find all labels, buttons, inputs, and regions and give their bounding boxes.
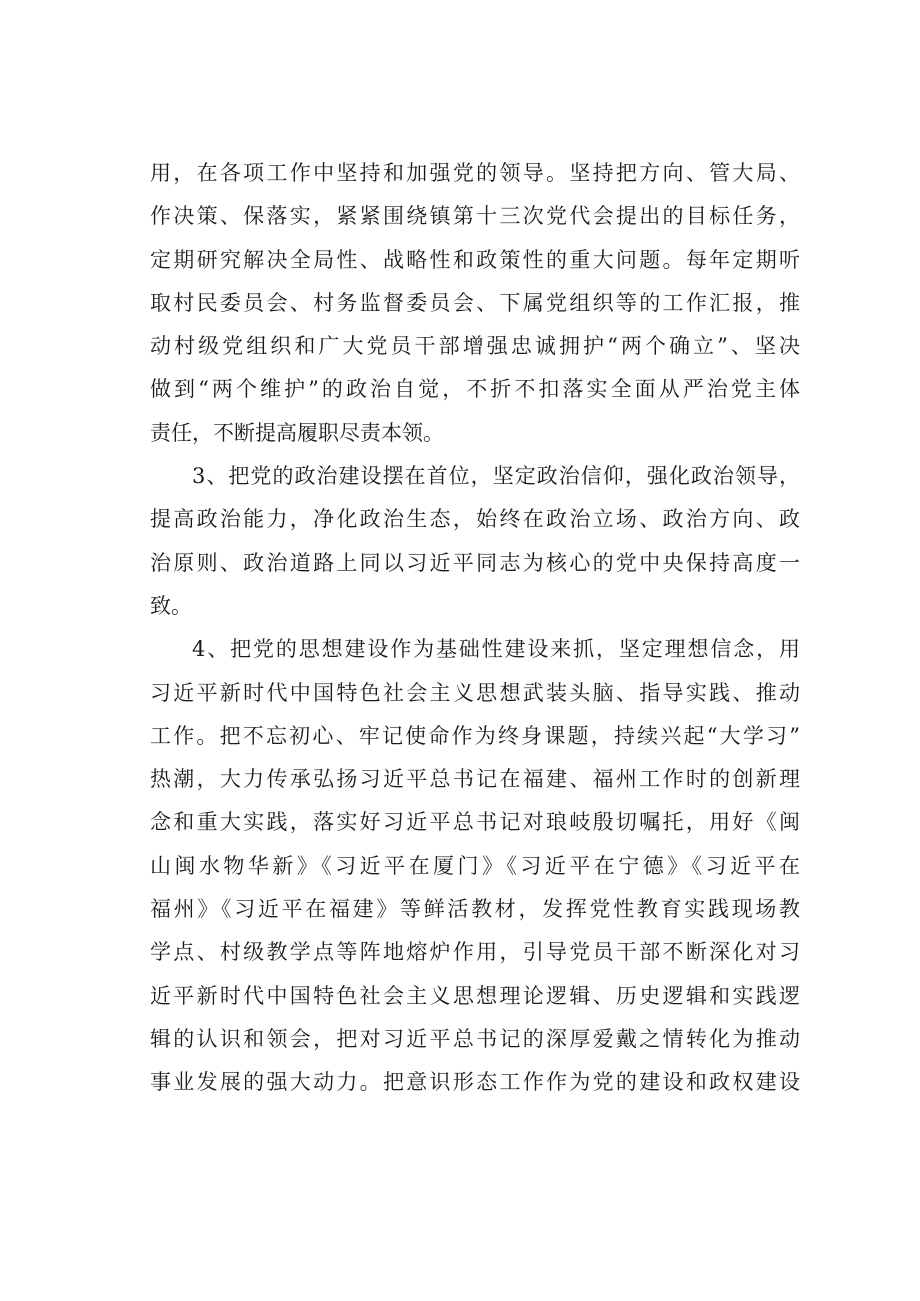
- text-line: 责任，不断提高履职尽责本领。: [150, 420, 444, 445]
- text-line: 热潮，大力传承弘扬习近平总书记在福建、福州工作时的创新理: [150, 767, 800, 792]
- text-line: 做到“两个维护”的政治自觉，不折不扣落实全面从严治党主体: [150, 377, 800, 402]
- paragraph-first-line: 3、把党的政治建设摆在首位，坚定政治信仰，强化政治领导，: [192, 464, 800, 489]
- text-line: 治原则、政治道路上同以习近平同志为核心的党中央保持高度一: [150, 550, 800, 575]
- text-line: 福州》《习近平在福建》等鲜活教材，发挥党性教育实践现场教: [150, 897, 800, 922]
- text-line: 事业发展的强大动力。把意识形态工作作为党的建设和政权建设: [150, 1070, 800, 1095]
- text-line: 动村级党组织和广大党员干部增强忠诚拥护“两个确立”、坚决: [150, 334, 800, 359]
- text-line: 定期研究解决全局性、战略性和政策性的重大问题。每年定期听: [150, 247, 800, 272]
- paragraph-first-line: 4、把党的思想建设作为基础性建设来抓，坚定理想信念，用: [192, 637, 800, 662]
- text-line: 作决策、保落实，紧紧围绕镇第十三次党代会提出的目标任务，: [150, 204, 800, 229]
- text-line: 致。: [150, 593, 192, 618]
- document-body: [150, 152, 800, 1105]
- text-line: 工作。把不忘初心、牢记使命作为终身课题，持续兴起“大学习”: [150, 723, 800, 748]
- text-line: 近平新时代中国特色社会主义思想理论逻辑、历史逻辑和实践逻: [150, 983, 800, 1008]
- text-line: 念和重大实践，落实好习近平总书记对琅岐殷切嘱托，用好《闽: [150, 810, 800, 835]
- text-line: 辑的认识和领会，把对习近平总书记的深厚爱戴之情转化为推动: [150, 1026, 800, 1051]
- text-line: 山闽水物华新》《习近平在厦门》《习近平在宁德》《习近平在: [150, 853, 800, 878]
- text-line: 用，在各项工作中坚持和加强党的领导。坚持把方向、管大局、: [150, 161, 800, 185]
- text-line: 取村民委员会、村务监督委员会、下属党组织等的工作汇报，推: [150, 290, 800, 315]
- text-line: 提高政治能力，净化政治生态，始终在政治立场、政治方向、政: [150, 507, 800, 532]
- text-line: 习近平新时代中国特色社会主义思想武装头脑、指导实践、推动: [150, 680, 800, 705]
- text-line: 学点、村级教学点等阵地熔炉作用，引导党员干部不断深化对习: [150, 940, 800, 965]
